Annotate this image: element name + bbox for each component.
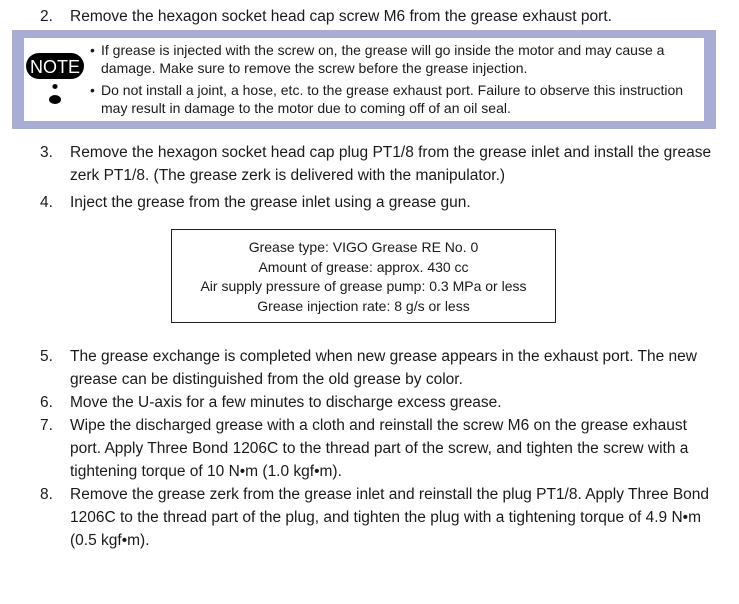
spec-grease-amount: Amount of grease: approx. 430 cc — [258, 258, 469, 275]
note-label: NOTE — [29, 57, 81, 77]
step-number: 7. — [40, 417, 53, 434]
step-text: Move the U-axis for a few minutes to discharge excess grease. — [70, 394, 502, 411]
note-bullets — [90, 41, 702, 121]
bullet-dot: • — [90, 42, 95, 58]
step-number: 6. — [40, 394, 53, 411]
note-bullet-text: Do not install a joint, a hose, etc. to the grease exhaust port. Failure to observe this instruction may result in damage to the motor due to coming off of an oil seal. — [101, 82, 684, 116]
step-number: 3. — [40, 144, 53, 161]
step-number: 5. — [40, 348, 53, 365]
step-number: 8. — [40, 486, 53, 503]
step-text: The grease exchange is completed when new grease appears in the exhaust port. The new grease can be distinguished from the old grease by color. — [70, 348, 697, 388]
spec-injection-rate: Grease injection rate: 8 g/s or less — [257, 297, 470, 314]
grease-spec-box — [171, 229, 556, 323]
step-text: Remove the hexagon socket head cap plug PT1/8 from the grease inlet and install the grease zerk PT1/8. (The grease zerk is delivered with the manipulator.) — [70, 144, 712, 184]
note-content — [24, 38, 704, 121]
step-text: Wipe the discharged grease with a cloth and reinstall the screw M6 on the grease exhaust port. Apply Three Bond 1206C to the thread part of the screw, and tighten the screw with a tightening torque of 10 N•m (1.0 kgf•m). — [70, 417, 689, 480]
spec-air-pressure: Air supply pressure of grease pump: 0.3 MPa or less — [200, 278, 527, 294]
note-icon — [24, 51, 86, 109]
step-text: Remove the hexagon socket head cap screw M6 from the grease exhaust port. — [70, 8, 612, 25]
bullet-dot: • — [90, 82, 95, 98]
note-box — [12, 30, 716, 129]
note-bullet — [90, 81, 702, 117]
spec-grease-type: Grease type: VIGO Grease RE No. 0 — [248, 239, 479, 255]
step-text: Inject the grease from the grease inlet using a grease gun. — [70, 194, 471, 211]
step-number: 4. — [40, 194, 53, 211]
note-bullet — [90, 41, 702, 77]
step-number: 2. — [40, 8, 53, 25]
note-bullet-text: If grease is injected with the screw on, the grease will go inside the motor and may cause a damage. Make sure to remove the screw before the grease injection. — [101, 42, 665, 76]
step-text: Remove the grease zerk from the grease inlet and reinstall the plug PT1/8. Apply Three Bond 1206C to the thread part of the plug, and tighten the plug with a tightening torque of 4.9 N•m (0.5 kgf•m). — [70, 486, 710, 549]
